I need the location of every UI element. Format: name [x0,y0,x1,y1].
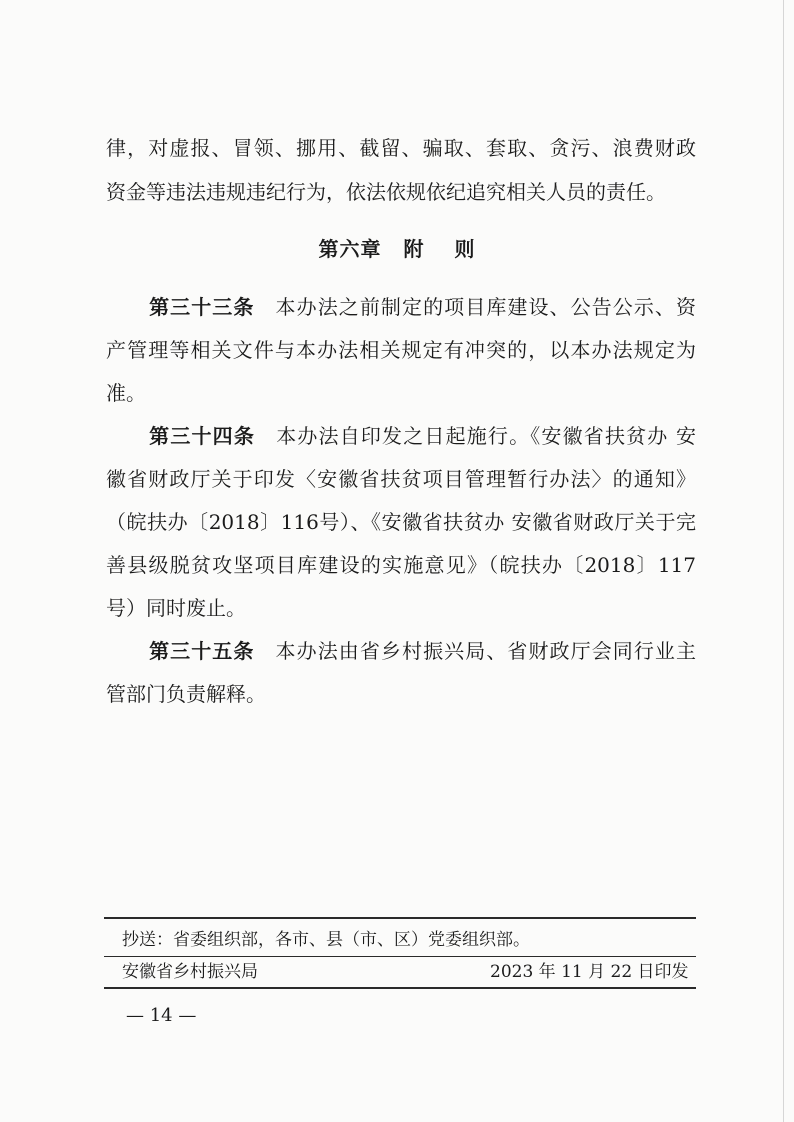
article-34-line-3: （皖扶办〔2018〕116号）、《安徽省扶贫办 安徽省财政厅关于完 [106,510,696,534]
paragraph-continuation-line-2: 资金等违法违规违纪行为，依法依规依纪追究相关人员的责任。 [106,180,666,204]
article-35-line-1 [106,637,696,665]
chapter-heading-title-2: 则 [454,237,476,261]
article-34-line-2: 徽省财政厅关于印发〈安徽省扶贫项目管理暂行办法〉的通知》 [106,467,696,491]
footer-rule-top [104,917,696,919]
chapter-heading-title-1: 附 [403,237,425,261]
article-34-text-1: 本办法自印发之日起施行。《安徽省扶贫办 安 [275,424,696,448]
scan-edge-line [783,0,784,1122]
chapter-heading-number: 第六章 [318,237,382,261]
article-33-line-2: 产管理等相关文件与本办法相关规定有冲突的，以本办法规定为 [106,338,696,362]
page-number: — 14 — [126,1005,197,1026]
footer-rule-middle [104,956,696,957]
paragraph-continuation-line-1: 律，对虚报、冒领、挪用、截留、骗取、套取、贪污、浪费财政 [106,136,696,160]
article-33-label: 第三十三条 [148,295,255,319]
article-35-line-2: 管部门负责解释。 [106,682,266,706]
issuer-name: 安徽省乡村振兴局 [122,962,258,982]
article-33-line-3: 准。 [106,381,146,405]
article-34-line-1 [106,422,696,450]
article-34-line-4: 善县级脱贫攻坚项目库建设的实施意见》（皖扶办〔2018〕117 [106,553,696,577]
article-34-line-5: 号）同时废止。 [106,596,246,620]
article-34-label: 第三十四条 [148,424,256,448]
footer-rule-bottom [104,987,696,989]
article-35-text-1: 本办法由省乡村振兴局、省财政厅会同行业主 [274,639,697,663]
cc-line: 抄送：省委组织部，各市、县（市、区）党委组织部。 [122,930,530,950]
chapter-heading [0,234,794,264]
article-35-label: 第三十五条 [148,639,255,663]
article-33-line-1 [106,293,696,321]
article-33-text-1: 本办法之前制定的项目库建设、公告公示、资 [274,295,697,319]
issue-date: 2023 年 11 月 22 日印发 [490,962,689,982]
